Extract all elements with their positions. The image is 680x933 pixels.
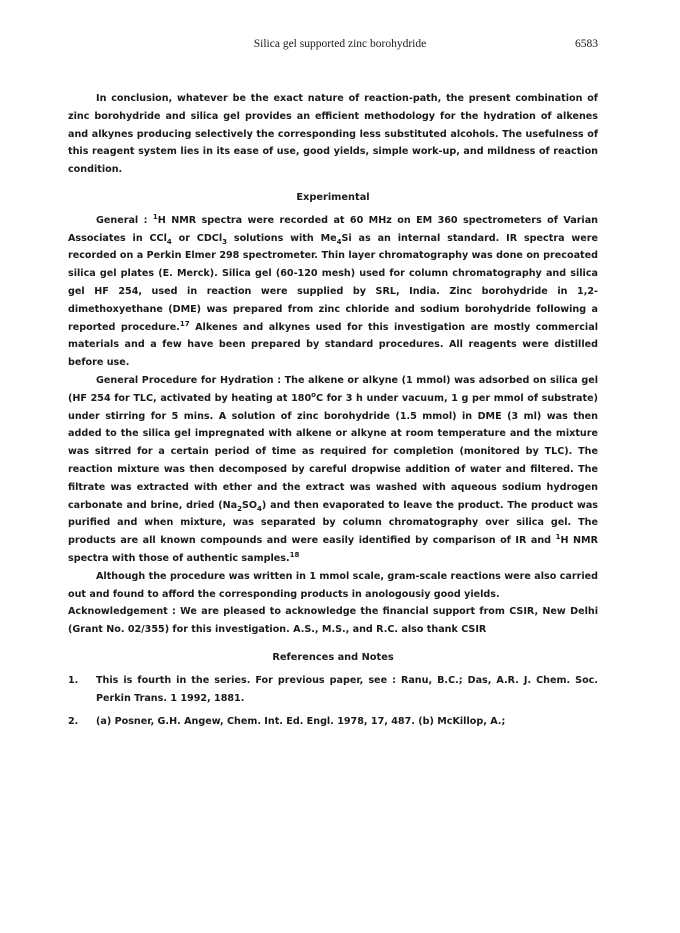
reference-item <box>68 672 598 708</box>
article-body <box>68 90 598 737</box>
procedure-paragraph <box>68 372 598 568</box>
conclusion-paragraph: In conclusion, whatever be the exact nature of reaction-path, the present combination of zinc borohydride and silica gel provides an efficient methodology for the hydration of alkenes and alkynes producing selectively the corresponding less substituted alcohols. The usefulness of this reagent system lies in its ease of use, good yields, simple work-up, and mildness of reaction condition. <box>68 93 598 176</box>
subscript: 2 <box>237 504 242 513</box>
general-paragraph <box>68 212 598 372</box>
subscript: 3 <box>222 237 228 246</box>
acknowledgement-paragraph <box>68 603 598 639</box>
citation-superscript: 17 <box>179 319 190 328</box>
general-text: H NMR spectra were recorded at 60 MHz on EM 360 spectrometers of Varian Associates in CCl <box>68 214 599 244</box>
procedure-label: General Procedure for Hydration : <box>96 374 282 386</box>
general-text: solutions with Me <box>227 232 337 244</box>
general-text: Alkenes and alkynes used for this investigation are mostly commercial materials and a few have been prepared by standard procedures. All reagents were distilled before use. <box>68 321 598 369</box>
degree-superscript: o <box>311 390 316 399</box>
page-number: 6583 <box>575 38 598 50</box>
citation-superscript: 18 <box>289 550 300 559</box>
subscript: 4 <box>257 504 262 513</box>
procedure-text: SO <box>241 499 258 511</box>
acknowledgement-text: We are pleased to acknowledge the financial support from CSIR, New Delhi (Grant No. 02/355) for this investigation. A.S., M.S., and R.C. also thank CSIR <box>68 606 598 636</box>
reference-list <box>68 672 598 731</box>
superscript: 1 <box>152 212 158 221</box>
general-text: or CDCl <box>171 232 223 244</box>
subscript: 4 <box>336 237 342 246</box>
subscript: 4 <box>166 237 172 246</box>
procedure-text: H NMR spectra with those of authentic samples. <box>68 535 598 564</box>
running-title: Silica gel supported zinc borohydride <box>253 38 427 50</box>
procedure-text: ) and then evaporated to leave the product. The product was purified and when mixture, was separated by column chromatography over silica gel. The products are all known compounds and were easily identified by comparison of IR and <box>68 499 598 547</box>
running-header <box>0 38 680 54</box>
general-text: Si as an internal standard. IR spectra were recorded on a Perkin Elmer 298 spectrometer. Thin layer chromatography was done on precoated silica gel plates (E. Merck). Silica gel (60-120 mesh) used for column chromatography and silica gel HF 254, used in reaction were supplied by SRL, India. Zinc borohydride in 1,2-dimethoxyethane (DME) was prepared from zinc chloride and sodium borohydride following a reported procedure. <box>68 232 598 333</box>
scale-paragraph: Although the procedure was written in 1 mmol scale, gram-scale reactions were also carried out and found to afford the corresponding products in anologousiy good yields. <box>68 570 598 600</box>
procedure-text: C for 3 h under vacuum, 1 g per mmol of substrate) under stirring for 5 mins. A solution of zinc borohydride (1.5 mmol) in DME (3 ml) was then added to the silica gel impregnated with alkene or alkyne at room temperature and the mixture was sitrred for a certain period of time as required for completion (monitored by TLC). The reaction mixture was then decomposed by careful dropwise addition of water and filtered. The filtrate was extracted with ether and the extract was washed with aqueous sodium hydrogen carbonate and brine, dried (Na <box>68 392 599 511</box>
reference-item <box>68 713 598 731</box>
general-label: General : <box>96 214 148 226</box>
experimental-heading: Experimental <box>296 191 370 203</box>
superscript: 1 <box>555 532 561 541</box>
reference-number: 1. <box>68 674 79 686</box>
acknowledgement-label: Acknowledgement : <box>68 606 176 618</box>
reference-number: 2. <box>68 716 79 728</box>
procedure-text: The alkene or alkyne (1 mmol) was adsorbed on silica gel (HF 254 for TLC, activated by heating at 180 <box>68 374 598 404</box>
reference-text: (a) Posner, G.H. Angew, Chem. Int. Ed. Engl. 1978, 17, 487. (b) McKillop, A.; <box>96 716 506 728</box>
references-heading: References and Notes <box>272 651 394 663</box>
reference-text: This is fourth in the series. For previous paper, see : Ranu, B.C.; Das, A.R. J. Chem. Soc. Perkin Trans. 1 1992, 1881. <box>96 674 598 704</box>
